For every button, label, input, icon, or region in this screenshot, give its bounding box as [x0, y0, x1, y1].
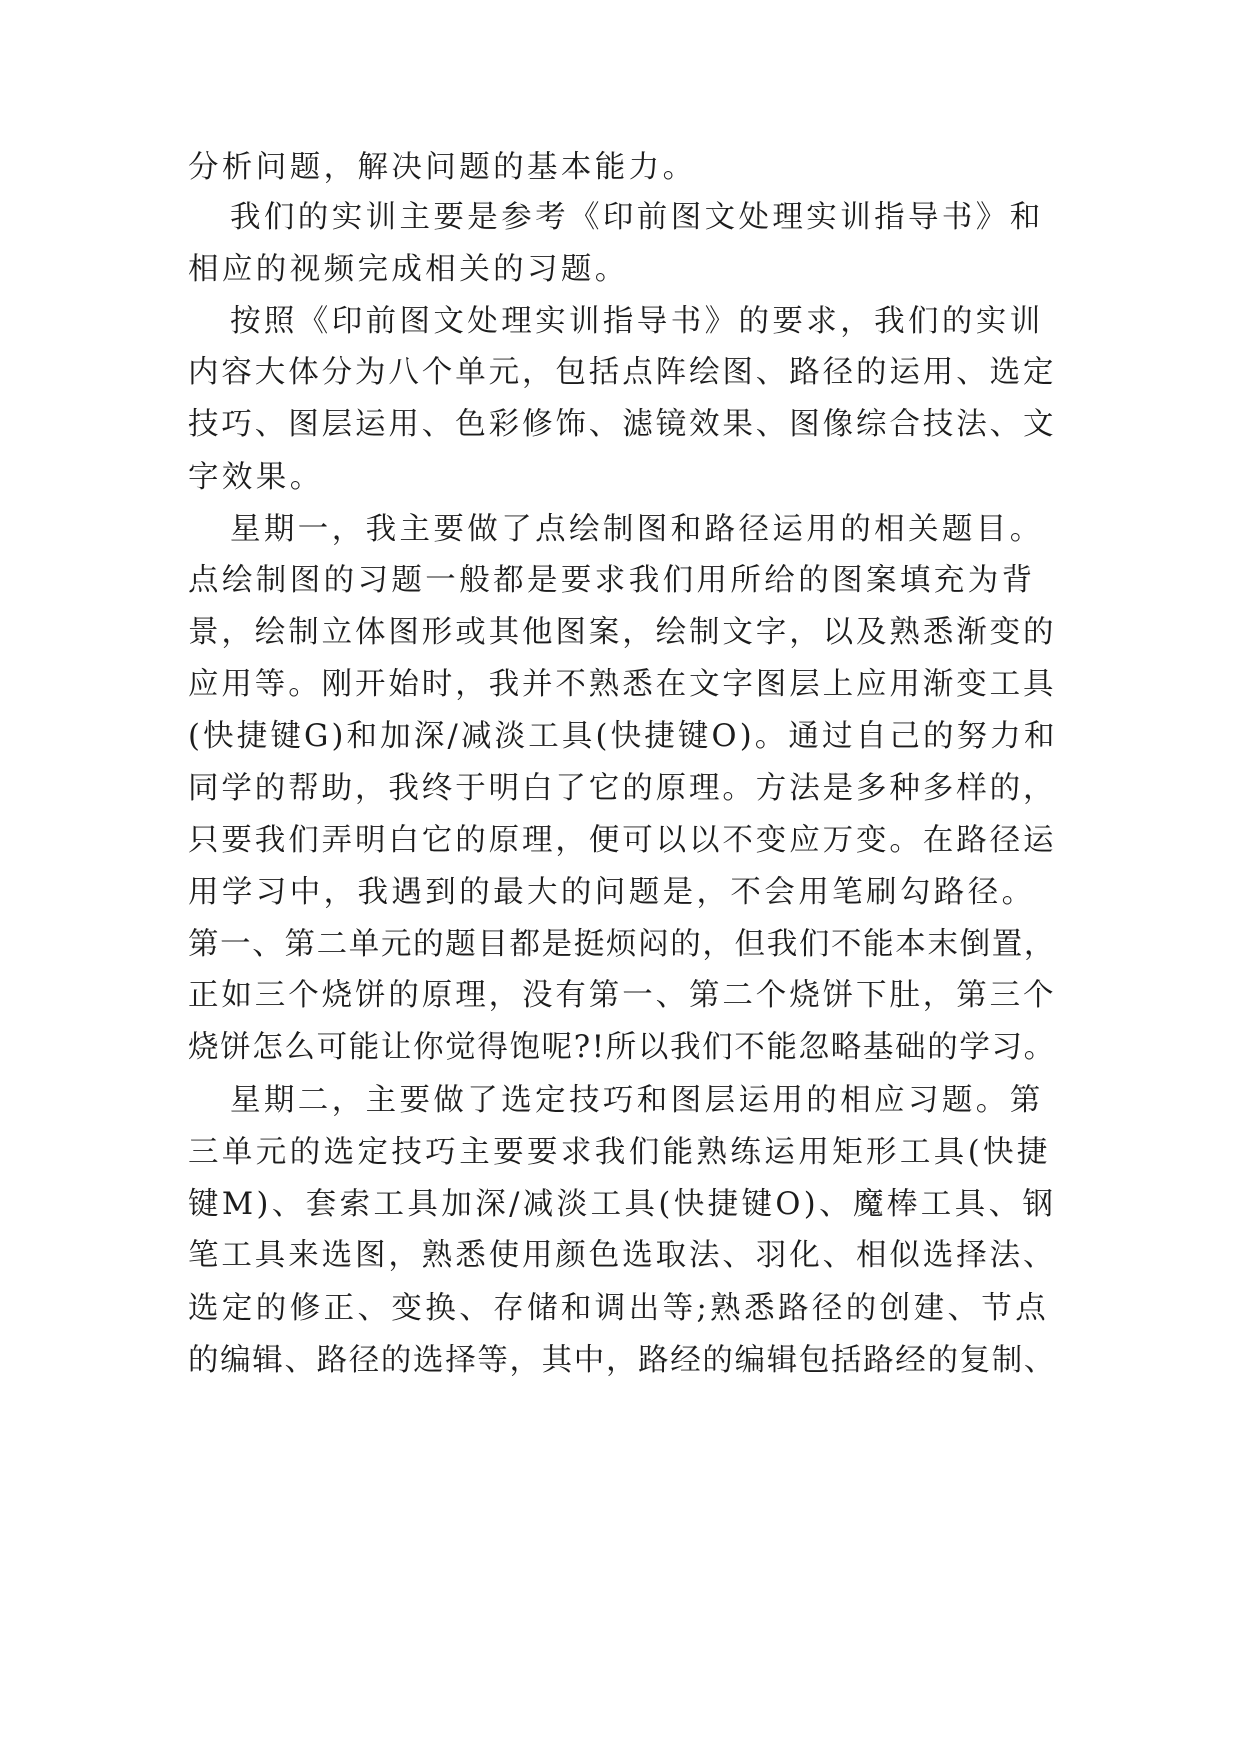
text-line: 景，绘制立体图形或其他图案，绘制文字，以及熟悉渐变的	[188, 615, 1057, 650]
text-line: 笔工具来选图，熟悉使用颜色选取法、羽化、相似选择法、	[188, 1238, 1057, 1273]
text-line: 三单元的选定技巧主要要求我们能熟练运用矩形工具(快捷	[188, 1135, 1051, 1170]
text-line: 按照《印前图文处理实训指导书》的要求，我们的实训	[230, 304, 1044, 339]
text-line: 点绘制图的习题一般都是要求我们用所给的图案填充为背	[188, 563, 1036, 598]
text-line: 我们的实训主要是参考《印前图文处理实训指导书》和	[230, 200, 1044, 235]
text-line: 星期一，我主要做了点绘制图和路径运用的相关题目。	[230, 512, 1044, 547]
text-line: 第一、第二单元的题目都是挺烦闷的，但我们不能本末倒置，	[188, 927, 1057, 962]
text-line: 星期二，主要做了选定技巧和图层运用的相应习题。第	[230, 1083, 1044, 1118]
text-line: 内容大体分为八个单元，包括点阵绘图、路径的运用、选定	[188, 355, 1057, 390]
text-line: 正如三个烧饼的原理，没有第一、第二个烧饼下肚，第三个	[188, 978, 1057, 1013]
text-line: 只要我们弄明白它的原理，便可以以不变应万变。在路径运	[188, 823, 1057, 858]
text-line: 用学习中，我遇到的最大的问题是，不会用笔刷勾路径。	[188, 875, 1036, 910]
text-line: (快捷键G)和加深/减淡工具(快捷键O)。通过自己的努力和	[188, 719, 1058, 754]
text-line: 相应的视频完成相关的习题。	[188, 252, 629, 287]
text-line: 同学的帮助，我终于明白了它的原理。方法是多种多样的，	[188, 771, 1057, 806]
text-line: 应用等。刚开始时，我并不熟悉在文字图层上应用渐变工具	[188, 667, 1057, 702]
text-line: 字效果。	[188, 460, 324, 495]
text-line: 分析问题，解决问题的基本能力。	[188, 150, 697, 185]
text-line: 选定的修正、变换、存储和调出等;熟悉路径的创建、节点	[188, 1291, 1050, 1326]
text-line: 烧饼怎么可能让你觉得饱呢?!所以我们不能忽略基础的学习。	[188, 1030, 1056, 1065]
text-line: 技巧、图层运用、色彩修饰、滤镜效果、图像综合技法、文	[188, 407, 1057, 442]
text-line: 的编辑、路径的选择等，其中，路经的编辑包括路经的复制、	[188, 1343, 1057, 1378]
text-line: 键M)、套索工具加深/减淡工具(快捷键O)、魔棒工具、钢	[188, 1187, 1057, 1222]
